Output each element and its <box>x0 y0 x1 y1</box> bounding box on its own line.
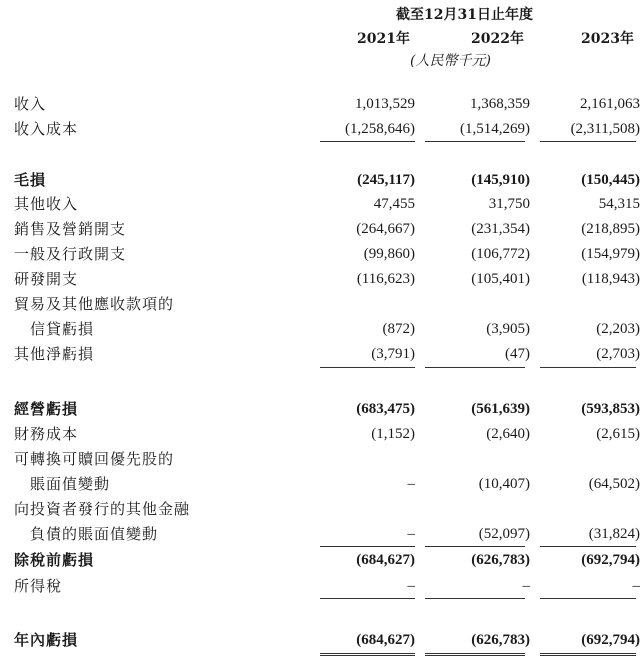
value-2022: (3,905) <box>486 321 530 337</box>
table-row <box>0 217 640 241</box>
value-2021: (1,258,646) <box>345 121 415 137</box>
subtotal-rule <box>425 598 525 599</box>
table-row <box>0 472 640 496</box>
value-2023: (64,502) <box>588 476 640 492</box>
subtotal-rule <box>425 141 525 142</box>
value-2023: – <box>632 578 640 594</box>
subtotal-rule <box>320 598 415 599</box>
subtotal-rule <box>540 546 636 547</box>
value-2023: (2,203) <box>596 321 640 337</box>
value-2021: (684,627) <box>356 632 415 648</box>
table-row <box>0 574 640 598</box>
value-2023: (150,445) <box>581 172 640 188</box>
table-row <box>0 242 640 266</box>
table-row <box>0 447 640 471</box>
subtotal-rule <box>540 367 636 368</box>
value-2022: – <box>522 578 530 594</box>
row-label: 負債的賬面值變動 <box>30 525 159 543</box>
year-header-2023: 2023年 <box>581 31 634 47</box>
value-2022: (626,783) <box>471 552 530 568</box>
period-header: 截至12月31日止年度 <box>396 7 533 23</box>
value-2023: 54,315 <box>598 196 640 212</box>
value-2021: – <box>407 578 415 594</box>
value-2021: (684,627) <box>356 552 415 568</box>
value-2023: (2,703) <box>596 346 640 362</box>
row-label: 經營虧損 <box>14 400 79 418</box>
total-double-rule <box>320 653 415 659</box>
subtotal-rule <box>425 367 525 368</box>
value-2021: (264,667) <box>356 221 415 237</box>
subtotal-rule <box>320 367 415 368</box>
value-2022: (52,097) <box>478 526 530 542</box>
value-2021: – <box>407 526 415 542</box>
subtotal-rule <box>425 546 525 547</box>
table-row <box>0 192 640 216</box>
row-label: 收入 <box>14 95 47 113</box>
row-label: 可轉換可贖回優先股的 <box>14 450 175 468</box>
year-header-2021: 2021年 <box>357 31 410 47</box>
row-label: 研發開支 <box>14 270 79 288</box>
value-2023: 2,161,063 <box>580 96 640 112</box>
row-label: 貿易及其他應收款項的 <box>14 295 175 313</box>
value-2022: (2,640) <box>486 426 530 442</box>
row-label: 一般及行政開支 <box>14 245 127 263</box>
table-row <box>0 117 640 141</box>
table-row <box>0 92 640 116</box>
row-label: 其他收入 <box>14 195 79 213</box>
row-label: 財務成本 <box>14 425 79 443</box>
table-row <box>0 422 640 446</box>
value-2022: 31,750 <box>488 196 530 212</box>
value-2022: (105,401) <box>471 271 530 287</box>
value-2023: (692,794) <box>581 632 640 648</box>
row-label: 信貸虧損 <box>30 320 95 338</box>
subtotal-rule <box>320 141 415 142</box>
year-header-2022: 2022年 <box>471 31 524 47</box>
table-row <box>0 497 640 521</box>
table-row <box>0 397 640 421</box>
value-2023: (31,824) <box>588 526 640 542</box>
row-label: 銷售及營銷開支 <box>14 220 127 238</box>
value-2022: (106,772) <box>471 246 530 262</box>
value-2022: (231,354) <box>471 221 530 237</box>
value-2021: (3,791) <box>371 346 415 362</box>
table-row <box>0 168 640 192</box>
value-2023: (2,615) <box>596 426 640 442</box>
value-2023: (593,853) <box>581 401 640 417</box>
value-2022: (145,910) <box>471 172 530 188</box>
value-2022: (10,407) <box>478 476 530 492</box>
value-2022: (626,783) <box>471 632 530 648</box>
subtotal-rule <box>540 141 636 142</box>
table-row <box>0 628 640 652</box>
table-row <box>0 548 640 572</box>
row-label: 除稅前虧損 <box>14 551 95 569</box>
row-label: 年內虧損 <box>14 631 79 649</box>
value-2021: 47,455 <box>373 196 415 212</box>
value-2023: (692,794) <box>581 552 640 568</box>
value-2021: 1,013,529 <box>355 96 415 112</box>
row-label: 所得稅 <box>14 577 63 595</box>
table-row <box>0 317 640 341</box>
table-row <box>0 342 640 366</box>
value-2023: (2,311,508) <box>570 121 640 137</box>
value-2021: (872) <box>382 321 415 337</box>
row-label: 向投資者發行的其他金融 <box>14 500 191 518</box>
value-2022: (561,639) <box>471 401 530 417</box>
row-label: 其他淨虧損 <box>14 345 95 363</box>
row-label: 賬面值變動 <box>30 475 111 493</box>
value-2023: (118,943) <box>581 271 640 287</box>
value-2022: (47) <box>505 346 530 362</box>
value-2021: (245,117) <box>357 172 415 188</box>
value-2021: (116,623) <box>356 271 415 287</box>
value-2021: (99,860) <box>363 246 415 262</box>
value-2023: (154,979) <box>581 246 640 262</box>
total-double-rule <box>540 653 636 659</box>
subtotal-rule <box>320 546 415 547</box>
value-2021: (1,152) <box>371 426 415 442</box>
value-2021: (683,475) <box>356 401 415 417</box>
subtotal-rule <box>540 598 636 599</box>
row-label: 收入成本 <box>14 120 79 138</box>
table-row <box>0 522 640 546</box>
value-2022: 1,368,359 <box>470 96 530 112</box>
value-2023: (218,895) <box>581 221 640 237</box>
table-row <box>0 292 640 316</box>
value-2021: – <box>407 476 415 492</box>
value-2022: (1,514,269) <box>460 121 530 137</box>
total-double-rule <box>425 653 525 659</box>
unit-label: (人民幣千元) <box>410 53 491 69</box>
row-label: 毛損 <box>14 171 47 189</box>
table-row <box>0 267 640 291</box>
